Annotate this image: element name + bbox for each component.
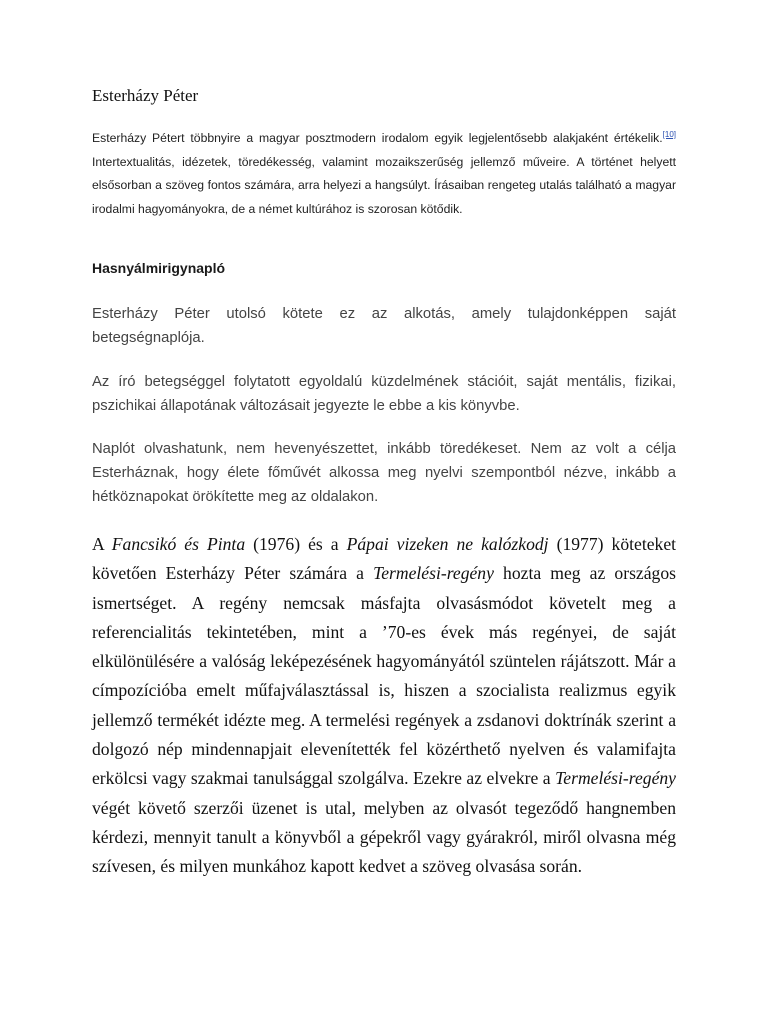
- book-title-italic: Termelési-regény: [555, 768, 676, 789]
- intro-text-end: Intertextualitás, idézetek, töredékesség, valamint mozaikszerűség jellemző műveire. A történet helyett elsősorban a szöveg fontos számára, arra helyezi a hangsúlyt. Írásaiban rengeteg utalás található a magyar irodalmi hagyományokra, de a német kultúrához is szorosan kötődik.: [92, 154, 676, 216]
- reference-link[interactable]: [10]: [662, 129, 676, 139]
- book-title-italic: Pápai vizeken ne kalózkodj: [346, 534, 549, 554]
- intro-text-start: Esterházy Pétert többnyire a magyar posztmodern irodalom egyik legjelentősebb alakjaként értékelik.: [92, 131, 663, 145]
- section-heading: Hasnyálmirigynapló: [92, 260, 226, 276]
- book-title-italic: Fancsikó és Pinta: [111, 534, 246, 554]
- text-run: (1977) köteteket követően Esterházy Péter számára a: [92, 534, 677, 584]
- text-run: (1976) és a: [245, 534, 347, 554]
- page-title: Esterházy Péter: [92, 86, 199, 105]
- paragraph-1: Esterházy Péter utolsó kötete ez az alkotás, amely tulajdonképpen saját betegségnaplója.: [92, 306, 676, 346]
- paragraph-3: Naplót olvashatunk, nem hevenyészettet, inkább töredékeset. Nem az volt a célja Esterháznak, hogy élete főművét alkossa meg nyelvi szempontból nézve, inkább a hétköznapokat örökítette meg az oldalakon.: [92, 441, 676, 505]
- serif-paragraph: [92, 530, 676, 882]
- book-title-italic: Termelési-regény: [373, 563, 494, 584]
- text-run: hozta meg az országos ismertséget. A regény nemcsak másfajta olvasásmódot követelt meg a referencialitás tekintetében, mint a ’70-es évek más regényei, de saját elkülönülésére a valóság leképezésének hagyományától szüntelen rájátszott. Már a címpozícióba emelt műfajválasztással is, hiszen a szocialista realizmus egyik jellemző termékét idézte meg. A termelési regények a zsdanovi doktrínák szerint a dolgozó nép mindennapjait elevenítették fel közérthető nyelven és valamifajta erkölcsi vagy szakmai tanulsággal szolgálva. Ezekre az elvekre a: [92, 563, 676, 789]
- text-run: végét követő szerzői üzenet is utal, melyben az olvasót tegeződő hangnemben kérdezi, mennyit tanult a könyvből a gépekről vagy gyárakról, miről olvasna még szívesen, és milyen munkához kapott kedvet a szöveg olvasása során.: [92, 797, 676, 877]
- text-run: A: [92, 534, 112, 554]
- paragraph-2: Az író betegséggel folytatott egyoldalú küzdelmének stációit, saját mentális, fizikai, pszichikai állapotának változásait jegyezte le ebbe a kis könyvbe.: [92, 374, 676, 414]
- intro-paragraph: [92, 127, 676, 221]
